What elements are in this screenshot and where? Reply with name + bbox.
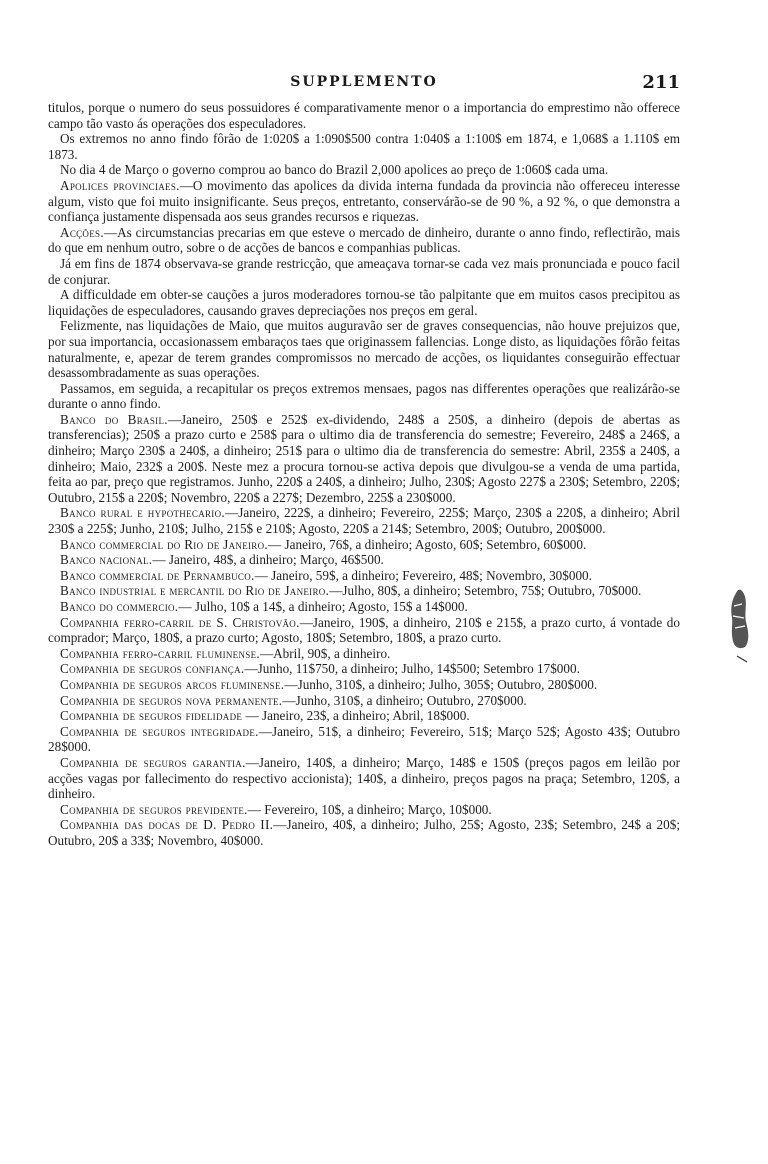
paragraph-lead: Companhia de seguros fidelidade [60, 708, 243, 724]
paragraph-lead: Companhia de seguros nova permanente. [60, 692, 283, 708]
paragraph: A difficuldade em obter-se cauções a juros moderadores tornou-se tão palpitante que em muitos casos precipitou as liquidações de especuladores, causando graves depreciações nos preços em geral. [48, 287, 680, 318]
paragraph-lead: Companhia de seguros confiança. [60, 661, 245, 677]
paragraph-lead: Banco nacional. [60, 552, 153, 568]
paragraph-lead: Companhia de seguros garantia. [60, 754, 246, 770]
paragraph-lead: Companhia das docas de D. Pedro II. [60, 817, 274, 833]
paragraph-lead: Banco commercial do Rio de Janeiro. [60, 536, 268, 552]
paragraph: titulos, porque o numero do seus possuidores é comparativamente menor o a importancia do emprestimo não offerece campo tão vasto ás operações dos especuladores. [48, 100, 680, 131]
paragraph: Apolices provinciaes.—O movimento das apolices da divida interna fundada da provincia não offereceu interesse algum, visto que foi muito insignificante. Seus preços, entretanto, conservárão-se de 90 %, a 92 %, o que demonstra a confiança justamente dispensada aos seus grandes recursos e riquezas. [48, 177, 680, 225]
paragraph: Companhia das docas de D. Pedro II.—Janeiro, 40$, a dinheiro; Julho, 25$; Agosto, 23$; Setembro, 24$ a 20$; Outubro, 20$ a 33$; Novembro, 40$000. [48, 817, 681, 848]
paragraph: Já em fins de 1874 observava-se grande restricção, que ameaçava tornar-se cada vez mais pronunciada e pouco facil de conjurar. [48, 255, 680, 287]
paragraph: Companhia de seguros nova permanente.—Junho, 310$, a dinheiro; Outubro, 270$000. [60, 692, 527, 708]
paragraph: Companhia ferro-carril de S. Christovão.—Janeiro, 190$, a dinheiro, 210$ e 215$, a prazo curto, á vontade do comprador; Março, 180$, a prazo curto; Agosto, 180$; Setembro, 180$, a prazo curto. [48, 614, 680, 646]
paragraph: Felizmente, nas liquidações de Maio, que muitos auguravão ser de graves consequencias, não houve prejuizos que, por sua importancia, occasionassem embaraços taes que originassem fallencias. Longe disto, as liquidações fôrão feitas naturalmente, e, apezar de terem grandes compromissos no mercado de acções, os liquidantes conseguirão effectuar desassombradamente as suas operações. [48, 318, 680, 381]
paragraph-lead: Banco do commercio. [60, 599, 179, 614]
paragraph: Companhia ferro-carril fluminense.—Abril, 90$, a dinheiro. [60, 645, 391, 661]
paragraph: Banco nacional.— Janeiro, 48$, a dinheiro; Março, 46$500. [60, 552, 384, 568]
margin-ink-blot-icon [724, 588, 754, 652]
paragraph: Companhia de seguros integridade.—Janeiro, 51$, a dinheiro; Fevereiro, 51$; Março 52$; Agosto 43$; Outubro 28$000. [48, 723, 681, 755]
document-page [48, 72, 680, 849]
paragraph-lead: Companhia ferro-carril fluminense. [60, 645, 260, 661]
paragraph: Banco commercial do Rio de Janeiro.— Janeiro, 76$, a dinheiro; Agosto, 60$; Setembro, 60$000. [60, 536, 587, 552]
paragraph: Os extremos no anno findo fôrão de 1:020$ a 1:090$500 contra 1:040$ a 1:100$ em 1874, e 1,068$ a 1.110$ em 1873. [48, 131, 680, 162]
paragraph-lead: Banco commercial de Pernambuco. [60, 567, 255, 583]
page-number: 211 [642, 72, 680, 93]
paragraph: Banco do commercio.— Julho, 10$ a 14$, a dinheiro; Agosto, 15$ a 14$000. [60, 599, 468, 614]
paragraph-lead: Banco rural e hypothecario. [60, 505, 226, 521]
paragraph: Companhia de seguros confiança.—Junho, 11$750, a dinheiro; Julho, 14$500; Setembro 17$000. [60, 661, 580, 677]
paragraph: Passamos, em seguida, a recapitular os preços extremos mensaes, pagos nas differentes operações que realizárão-se durante o anno findo. [48, 380, 680, 412]
paragraph-lead: Companhia de seguros arcos fluminense. [60, 676, 285, 692]
running-title: SUPPLEMENTO [290, 74, 438, 90]
margin-dash-icon [736, 654, 748, 664]
body-text [48, 100, 680, 849]
paragraph-lead: Acções. [60, 224, 104, 240]
paragraph: Companhia de seguros garantia.—Janeiro, 140$, a dinheiro; Março, 148$ e 150$ (preços pagos em leilão por acções vagas por fallecimento do respectivo accionista); 140$, a dinheiro, preços pagos na praça; Setembro, 120$, a dinheiro. [48, 754, 680, 802]
paragraph-lead: Companhia de seguros integridade. [60, 723, 259, 739]
paragraph-lead: Companhia ferro-carril de S. Christovão. [60, 614, 300, 630]
paragraph: Companhia de seguros fidelidade — Janeiro, 23$, a dinheiro; Abril, 18$000. [60, 708, 470, 724]
paragraph-lead: Banco industrial e mercantil do Rio de Janeiro. [60, 583, 330, 599]
paragraph-lead: Companhia de seguros previdente. [60, 801, 248, 817]
paragraph: Acções.—As circumstancias precarias em que esteve o mercado de dinheiro, durante o anno findo, reflectirão, mais do que em nenhum outro, sobre o de acções de bancos e companhias publicas. [48, 224, 680, 256]
paragraph: Banco industrial e mercantil do Rio de Janeiro.—Julho, 80$, a dinheiro; Setembro, 75$; Outubro, 70$000. [60, 583, 642, 599]
paragraph: Banco commercial de Pernambuco.— Janeiro, 59$, a dinheiro; Fevereiro, 48$; Novembro, 30$000. [60, 567, 592, 583]
paragraph: Companhia de seguros arcos fluminense.—Junho, 310$, a dinheiro; Julho, 305$; Outubro, 280$000. [60, 676, 598, 692]
paragraph-lead: Apolices provinciaes. [60, 177, 180, 193]
paragraph: Companhia de seguros previdente.— Fevereiro, 10$, a dinheiro; Março, 10$000. [60, 801, 492, 817]
page-header [48, 72, 680, 96]
paragraph: No dia 4 de Março o governo comprou ao banco do Brazil 2,000 apolices ao preço de 1:060$ cada uma. [60, 162, 609, 178]
paragraph-lead: Banco do Brasil. [60, 411, 168, 427]
paragraph: Banco do Brasil.—Janeiro, 250$ e 252$ ex-dividendo, 248$ a 250$, a dinheiro (depois de abertas as transferencias); 250$ a prazo curto e 258$ para o ultimo dia de transferencia do semestre; Fevereiro, 248$ a 246$, a dinheiro; Março 230$ a 240$, a dinheiro; 251$ para o ultimo dia de transferencia do semestre: Abril, 235$ a 240$, a dinheiro; Maio, 232$ a 200$. Neste mez a procura tornou-se activa depois que divulgou-se a venda de uma partida, feita ao par, preço que registramos. Junho, 220$ a 240$, a dinheiro; Julho, 230$; Agosto 227$ a 230$; Setembro, 220$; Outubro, 215$ a 220$; Novembro, 220$ a 227$; Dezembro, 225$ a 230$000. [48, 411, 680, 505]
paragraph: Banco rural e hypothecario.—Janeiro, 222$, a dinheiro; Fevereiro, 225$; Março, 230$ a 220$, a dinheiro; Abril 230$ a 225$; Junho, 210$; Julho, 215$ e 210$; Agosto, 220$ a 214$; Setembro, 200$; Outubro, 200$000. [48, 505, 680, 537]
